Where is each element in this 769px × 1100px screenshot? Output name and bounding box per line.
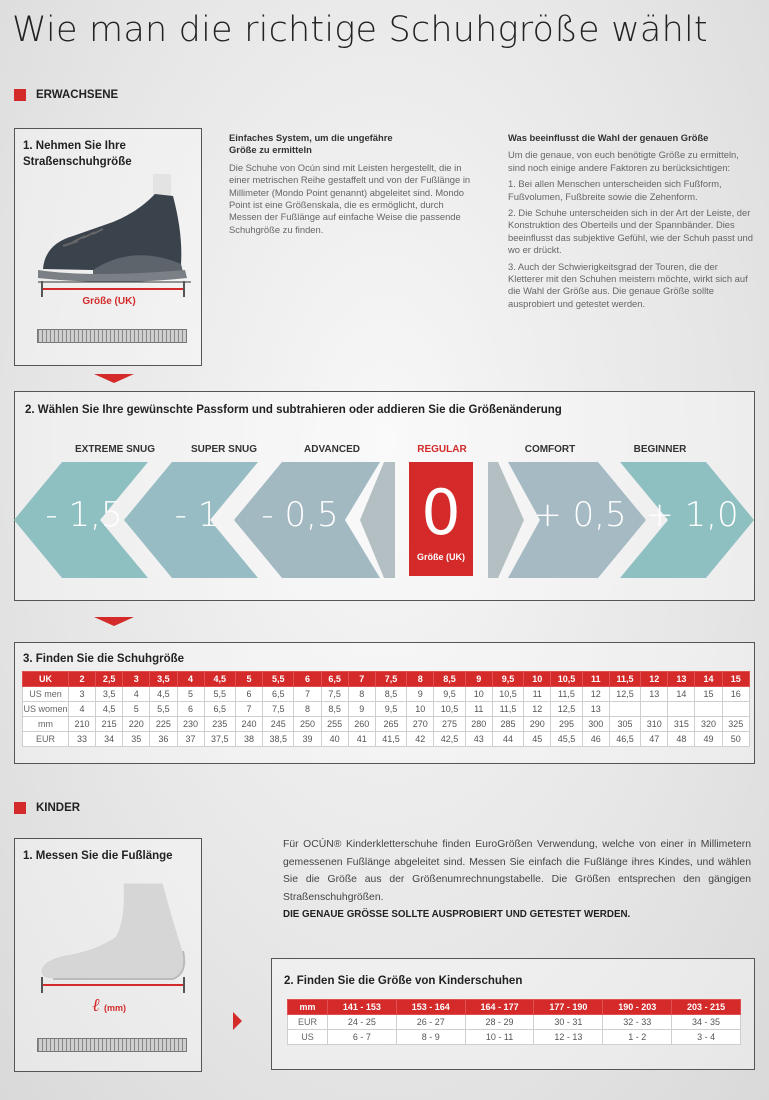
table-cell: 3,5	[96, 687, 123, 702]
factor-2: 2. Die Schuhe unterscheiden sich in der Art der Leiste, der Konstruktion des Oberteils und der Spannbänder. Dies beeinflusst das subjektive Gefühl, wie der Schuh passt und wo er drückt.	[508, 207, 753, 256]
row-header: US men	[23, 687, 69, 702]
section-heading-kids	[14, 802, 80, 814]
section-heading-kids-label: KINDER	[36, 802, 81, 814]
length-line-end	[183, 977, 185, 993]
table-cell: 14	[695, 672, 722, 687]
info-body-simple-system: Die Schuhe von Ocún sind mit Leisten hergestellt, die in einer metrischen Reihe gestaffelt und von der Fußlänge in Millimeter (Mondo Point genannt) abgeleitet sind. Mondo Point ist eine Größenskala, die es ermöglicht, durch Messen der Fußlänge auf einfache Weise die passende Schuhgröße zu finden.	[229, 161, 471, 235]
table-cell: 26 - 27	[396, 1015, 465, 1030]
table-cell: 6,5	[204, 702, 235, 717]
table-cell: 5,5	[204, 687, 235, 702]
section-heading-adults-label: ERWACHSENE	[36, 89, 119, 101]
table-cell: 39	[294, 732, 321, 747]
table-cell: 141 - 153	[328, 1000, 397, 1015]
table-cell: 4,5	[150, 687, 177, 702]
fit-label-regular: REGULAR	[417, 444, 467, 455]
info-column-simple-system	[229, 132, 475, 236]
row-header: EUR	[288, 1015, 328, 1030]
table-cell: 12,5	[551, 702, 582, 717]
table-cell: 10	[465, 687, 492, 702]
table-cell: 270	[407, 717, 434, 732]
kids-step1-box	[14, 838, 202, 1072]
kids-size-table	[287, 999, 741, 1045]
adult-size-table	[22, 671, 750, 747]
table-cell: 9	[465, 672, 492, 687]
section-heading-adults	[14, 89, 118, 101]
table-cell: 24 - 25	[328, 1015, 397, 1030]
table-cell: 10	[407, 702, 434, 717]
table-cell: 6	[177, 702, 204, 717]
table-cell: 5	[235, 672, 262, 687]
fit-value-advanced: - 0,5	[261, 495, 339, 535]
table-row	[288, 1015, 741, 1030]
length-line-start	[41, 977, 43, 993]
table-cell: 38	[235, 732, 262, 747]
table-cell: 8	[407, 672, 434, 687]
table-cell	[695, 702, 722, 717]
table-cell: 2	[69, 672, 96, 687]
table-cell: 11	[465, 702, 492, 717]
kids-info-body: Für OCÚN® Kinderkletterschuhe finden EuroGrößen Verwendung, welche von einer in Millimetern gemessenen Fußlänge abgeleitet sind. Messen Sie einfach die Fußlänge ihres Kindes, und wählen Sie die Größe aus der Größenumrechnungstabelle. Die Größen entsprechen den gängigen Straßenschuhgrößen.	[283, 839, 751, 903]
table-cell: 203 - 215	[672, 1000, 741, 1015]
table-cell: 3 - 4	[672, 1030, 741, 1045]
table-cell: 6	[235, 687, 262, 702]
table-cell: 41	[348, 732, 375, 747]
kids-step1-title: 1. Messen Sie die Fußlänge	[23, 850, 173, 862]
table-cell: 11,5	[609, 672, 640, 687]
length-label	[15, 995, 203, 1016]
table-cell: 42,5	[434, 732, 465, 747]
table-cell: 8,5	[375, 687, 406, 702]
factor-1: 1. Bei allen Menschen unterscheiden sich Fußform, Fußvolumen, Fußbreite sowie die Zehenform.	[508, 178, 722, 202]
table-cell: 290	[524, 717, 551, 732]
foot-illustration	[33, 881, 193, 991]
table-cell: 12	[582, 687, 609, 702]
table-cell: 280	[465, 717, 492, 732]
table-cell: 11,5	[492, 702, 523, 717]
table-cell: 11,5	[551, 687, 582, 702]
table-cell: 153 - 164	[396, 1000, 465, 1015]
table-cell: 12 - 13	[534, 1030, 603, 1045]
table-cell: 4	[123, 687, 150, 702]
table-cell	[641, 702, 668, 717]
table-cell: 46,5	[609, 732, 640, 747]
table-cell: 14	[668, 687, 695, 702]
table-cell: 177 - 190	[534, 1000, 603, 1015]
step2-title: 2. Wählen Sie Ihre gewünschte Passform und subtrahieren oder addieren Sie die Größenänderung	[25, 404, 562, 416]
table-cell: 4	[177, 672, 204, 687]
table-cell: 10,5	[434, 702, 465, 717]
table-cell: 240	[235, 717, 262, 732]
table-cell: 295	[551, 717, 582, 732]
table-cell: 37	[177, 732, 204, 747]
row-header: mm	[23, 717, 69, 732]
fit-label-advanced: ADVANCED	[304, 444, 360, 455]
kids-info	[283, 836, 751, 924]
table-cell: 275	[434, 717, 465, 732]
length-line	[41, 984, 183, 986]
table-cell: 34	[96, 732, 123, 747]
page-title: Wie man die richtige Schuhgröße wählt	[12, 10, 708, 50]
info-heading-factors: Was beeinflusst die Wahl der genauen Größe	[508, 132, 709, 143]
table-cell: 11	[582, 672, 609, 687]
step1-title-line1: 1. Nehmen Sie Ihre	[23, 140, 126, 152]
fit-sub-regular: Größe (UK)	[417, 552, 465, 562]
table-cell: 260	[348, 717, 375, 732]
table-cell: 12,5	[609, 687, 640, 702]
step1-title	[23, 138, 132, 170]
arrow-down-1	[94, 374, 134, 383]
table-cell: 16	[722, 687, 749, 702]
size-uk-label: Größe (UK)	[82, 296, 136, 307]
fit-value-regular: 0	[421, 476, 461, 549]
table-cell: 2,5	[96, 672, 123, 687]
table-cell: 15	[722, 672, 749, 687]
table-cell: 28 - 29	[465, 1015, 534, 1030]
table-cell: 8 - 9	[396, 1030, 465, 1045]
table-cell: 320	[695, 717, 722, 732]
table-cell: 210	[69, 717, 96, 732]
table-cell: 3	[123, 672, 150, 687]
table-row	[288, 1000, 741, 1015]
table-cell: 4,5	[96, 702, 123, 717]
table-cell: 47	[641, 732, 668, 747]
table-cell: 315	[668, 717, 695, 732]
table-cell: 255	[321, 717, 348, 732]
table-cell: 50	[722, 732, 749, 747]
table-row	[23, 687, 750, 702]
table-cell: 10 - 11	[465, 1030, 534, 1045]
table-cell: 7,5	[375, 672, 406, 687]
table-cell: 9	[407, 687, 434, 702]
factors-intro: Um die genaue, von euch benötigte Größe zu ermitteln, sind noch einige andere Faktoren zu berücksichtigen:	[508, 149, 739, 173]
table-cell: 6,5	[263, 687, 294, 702]
table-cell: 8	[294, 702, 321, 717]
fit-value-extreme-snug: - 1,5	[45, 495, 123, 535]
table-cell: 36	[150, 732, 177, 747]
row-header: UK	[23, 672, 69, 687]
kids-step2-title: 2. Finden Sie die Größe von Kinderschuhen	[284, 975, 523, 987]
table-cell: 3,5	[150, 672, 177, 687]
table-cell: 220	[123, 717, 150, 732]
table-cell: 12	[641, 672, 668, 687]
table-cell: 4	[69, 702, 96, 717]
table-cell: 1 - 2	[603, 1030, 672, 1045]
table-cell: 8	[348, 687, 375, 702]
table-cell: 11	[524, 687, 551, 702]
table-cell: 7,5	[321, 687, 348, 702]
table-cell: 4,5	[204, 672, 235, 687]
fit-value-super-snug: - 1	[174, 495, 220, 535]
arrow-down-2	[94, 617, 134, 626]
table-cell: 250	[294, 717, 321, 732]
table-cell: 13	[668, 672, 695, 687]
table-cell: 190 - 203	[603, 1000, 672, 1015]
table-cell: 9,5	[434, 687, 465, 702]
fit-label-comfort: COMFORT	[524, 444, 576, 455]
table-cell: 310	[641, 717, 668, 732]
table-cell: 5	[177, 687, 204, 702]
table-cell: 38,5	[263, 732, 294, 747]
table-cell: 6,5	[321, 672, 348, 687]
table-cell: 48	[668, 732, 695, 747]
table-cell: 235	[204, 717, 235, 732]
section-bullet	[14, 89, 26, 101]
table-cell: 225	[150, 717, 177, 732]
section-bullet	[14, 802, 26, 814]
fit-value-beginner: + 1,0	[645, 495, 739, 535]
size-line	[41, 288, 183, 290]
table-cell: 13	[582, 702, 609, 717]
info-heading-simple-system	[229, 132, 475, 157]
row-header: US women	[23, 702, 69, 717]
table-cell: 6	[294, 672, 321, 687]
table-cell	[609, 702, 640, 717]
table-cell: 9,5	[375, 702, 406, 717]
table-cell: 10	[524, 672, 551, 687]
size-line-end	[183, 281, 185, 297]
table-cell: 44	[492, 732, 523, 747]
table-row	[23, 672, 750, 687]
table-cell: 9,5	[492, 672, 523, 687]
fit-label-beginner: BEGINNER	[633, 444, 687, 455]
fit-value-comfort: + 0,5	[533, 495, 627, 535]
table-cell: 3	[69, 687, 96, 702]
table-cell: 10,5	[492, 687, 523, 702]
table-cell: 305	[609, 717, 640, 732]
table-cell: 12	[524, 702, 551, 717]
info-heading-line2: Größe zu ermitteln	[229, 144, 312, 156]
length-unit: (mm)	[103, 1003, 126, 1013]
info-heading-line1: Einfaches System, um die ungefähre	[229, 132, 393, 143]
table-cell: 7	[235, 702, 262, 717]
ruler	[37, 329, 187, 343]
table-cell: 325	[722, 717, 749, 732]
table-row	[23, 702, 750, 717]
table-cell: 45,5	[551, 732, 582, 747]
table-cell: 8,5	[434, 672, 465, 687]
table-cell: 45	[524, 732, 551, 747]
row-header: mm	[288, 1000, 328, 1015]
factor-3: 3. Auch der Schwierigkeitsgrad der Touren, die der Kletterer mit den Schuhen meistern möchte, wirkt sich auf die Wahl der Größe aus. Die genaue Größe sollte ausprobiert und getestet werden.	[508, 260, 748, 309]
table-cell: 6 - 7	[328, 1030, 397, 1045]
table-row	[23, 717, 750, 732]
table-cell: 230	[177, 717, 204, 732]
table-cell: 32 - 33	[603, 1015, 672, 1030]
table-cell: 34 - 35	[672, 1015, 741, 1030]
size-line-start	[41, 281, 43, 297]
table-cell: 265	[375, 717, 406, 732]
arrow-right	[233, 1012, 242, 1030]
table-cell: 42	[407, 732, 434, 747]
step1-title-line2: Straßenschuhgröße	[23, 156, 132, 168]
table-cell: 164 - 177	[465, 1000, 534, 1015]
step3-title: 3. Finden Sie die Schuhgröße	[23, 653, 185, 665]
table-cell: 41,5	[375, 732, 406, 747]
table-cell: 13	[641, 687, 668, 702]
table-cell: 5,5	[263, 672, 294, 687]
table-cell: 9	[348, 702, 375, 717]
table-row	[288, 1030, 741, 1045]
table-cell: 8,5	[321, 702, 348, 717]
table-cell: 30 - 31	[534, 1015, 603, 1030]
table-cell: 40	[321, 732, 348, 747]
table-cell: 37,5	[204, 732, 235, 747]
table-cell: 43	[465, 732, 492, 747]
table-cell	[722, 702, 749, 717]
row-header: US	[288, 1030, 328, 1045]
table-cell: 7,5	[263, 702, 294, 717]
table-cell: 215	[96, 717, 123, 732]
ruler-kids	[37, 1038, 187, 1052]
table-cell	[668, 702, 695, 717]
table-cell: 245	[263, 717, 294, 732]
kids-info-emphasis: DIE GENAUE GRÖSSE SOLLTE AUSPROBIERT UND GETESTET WERDEN.	[283, 909, 631, 920]
table-cell: 33	[69, 732, 96, 747]
table-cell: 285	[492, 717, 523, 732]
shoe-illustration	[33, 174, 193, 294]
table-cell: 300	[582, 717, 609, 732]
table-cell: 5,5	[150, 702, 177, 717]
fit-label-extreme-snug: EXTREME SNUG	[74, 444, 155, 455]
table-cell: 7	[294, 687, 321, 702]
table-cell: 46	[582, 732, 609, 747]
length-symbol: ℓ	[92, 995, 100, 1016]
table-cell: 15	[695, 687, 722, 702]
table-row	[23, 732, 750, 747]
info-column-factors	[508, 132, 754, 314]
table-cell: 10,5	[551, 672, 582, 687]
fit-label-super-snug: SUPER SNUG	[190, 444, 258, 455]
table-cell: 7	[348, 672, 375, 687]
table-cell: 5	[123, 702, 150, 717]
table-cell: 35	[123, 732, 150, 747]
step1-box	[14, 128, 202, 366]
table-cell: 49	[695, 732, 722, 747]
row-header: EUR	[23, 732, 69, 747]
